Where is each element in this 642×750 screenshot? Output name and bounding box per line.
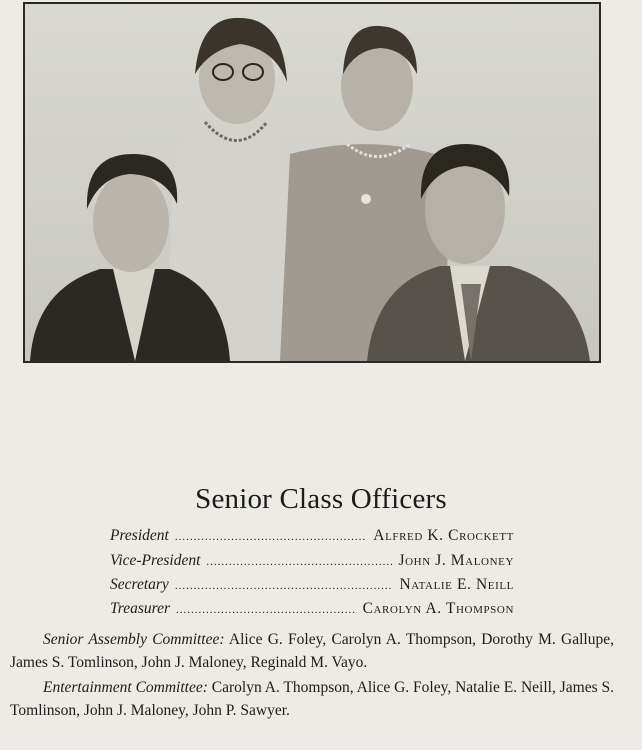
dot-leader [176, 604, 357, 616]
group-photo-illustration [25, 4, 599, 361]
officer-role: President [110, 527, 169, 544]
officer-role: Treasurer [110, 600, 171, 617]
committee-senior-assembly [10, 628, 614, 674]
committee-entertainment [10, 676, 614, 722]
officer-name: Alfred K. Crockett [373, 527, 514, 544]
dot-leader [206, 556, 392, 568]
officer-row-treasurer [110, 600, 514, 622]
committee-label: Entertainment Committee: [43, 679, 208, 696]
officer-role: Vice-President [110, 552, 201, 569]
group-photo [23, 2, 601, 363]
officer-role: Secretary [110, 576, 169, 593]
officer-row-vice-president [110, 552, 514, 574]
officer-row-secretary [110, 576, 514, 598]
officer-name: Carolyn A. Thompson [362, 600, 514, 617]
officer-name: Natalie E. Neill [399, 576, 514, 593]
dot-leader [175, 580, 394, 592]
committee-members: Alice G. Foley, Carolyn A. Thompson, Dorothy M. Gallupe, James S. Tomlinson, John J. Maloney, Reginald M. Vayo. [10, 631, 614, 671]
officer-name: John J. Maloney [398, 552, 514, 569]
dot-leader [175, 531, 367, 543]
committee-label: Senior Assembly Committee: [43, 631, 225, 648]
committee-members: Carolyn A. Thompson, Alice G. Foley, Natalie E. Neill, James S. Tomlinson, John J. Maloney, John P. Sawyer. [10, 679, 615, 719]
page-title: Senior Class Officers [195, 483, 447, 515]
officer-row-president [110, 527, 514, 549]
